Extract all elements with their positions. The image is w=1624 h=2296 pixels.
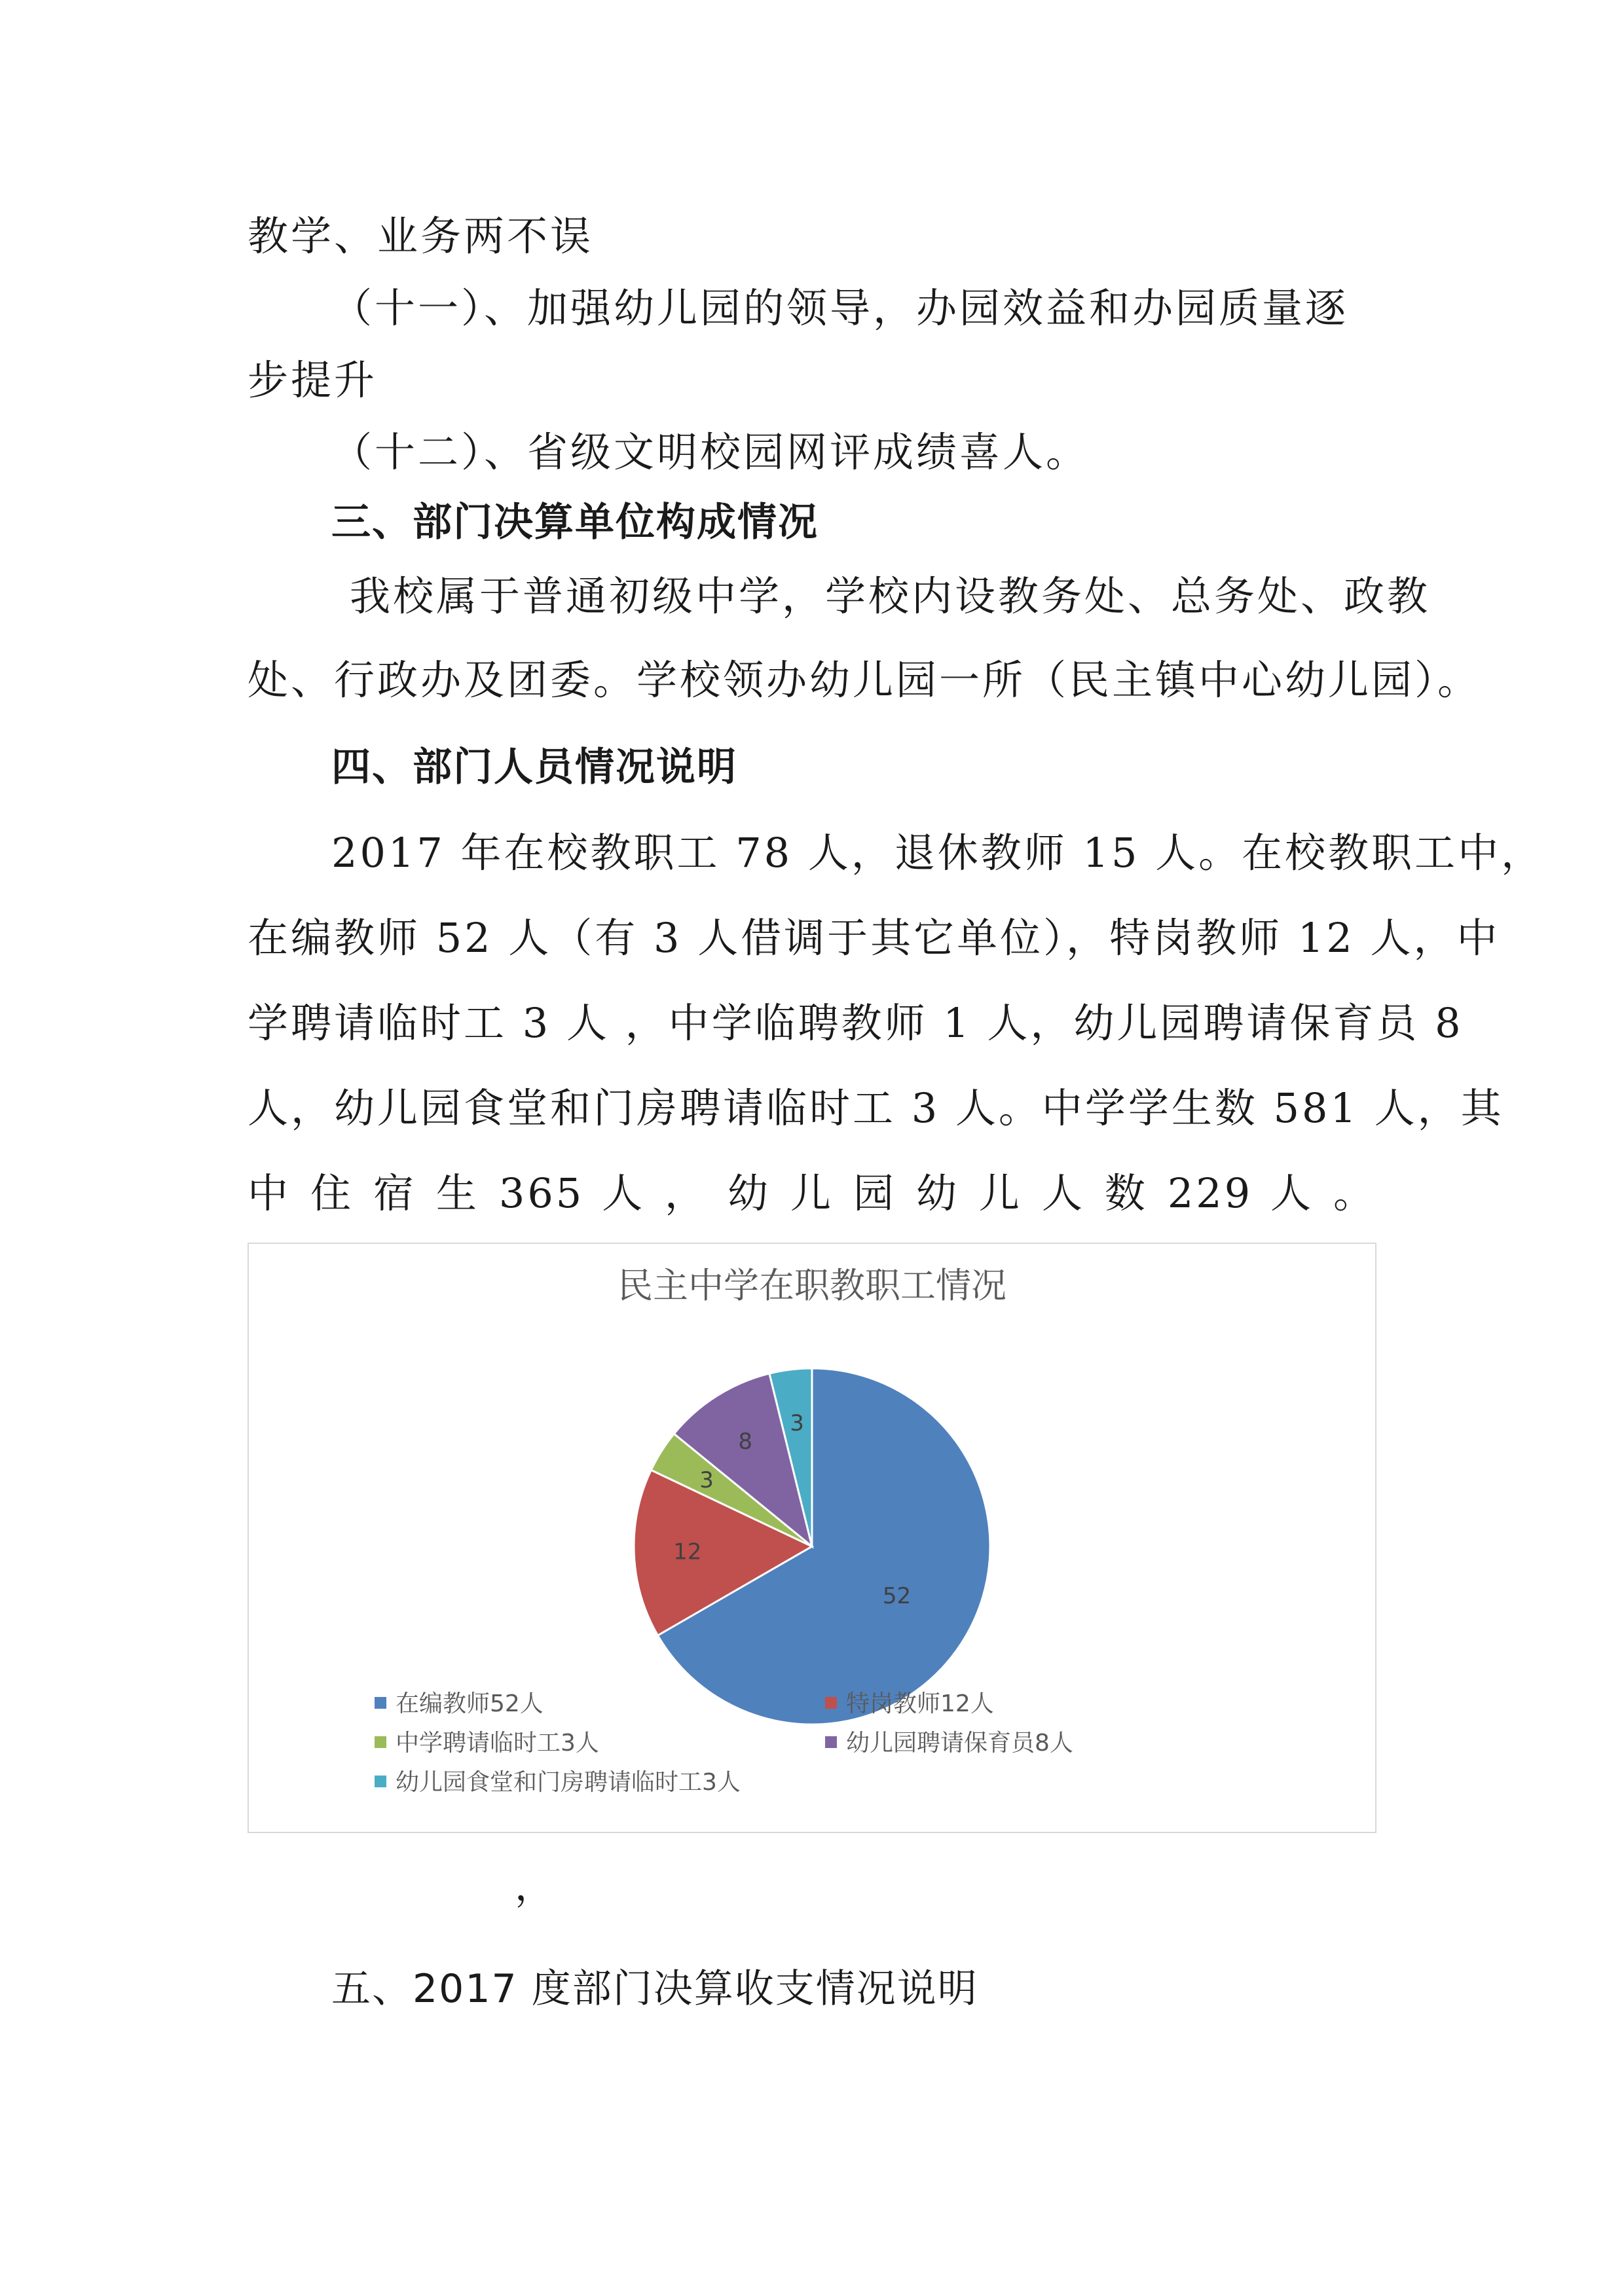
paragraph-line: 我校属于普通初级中学，学校内设教务处、总务处、政教: [350, 572, 1431, 620]
paragraph-line: （十二）、省级文明校园网评成绩喜人。: [331, 428, 1090, 476]
pie-chart: [248, 1243, 1376, 1833]
stray-comma: ，: [515, 1864, 554, 1910]
legend-label: 中学聘请临时工3人: [396, 1730, 599, 1757]
paragraph-line: 步提升: [248, 356, 378, 404]
paragraph-line: 人，幼儿园食堂和门房聘请临时工 3 人。中学学生数 581 人，其: [248, 1084, 1504, 1132]
legend-swatch: [375, 1736, 386, 1748]
pie-slice-label: 12: [673, 1539, 702, 1565]
pie-chart-svg: [249, 1244, 1375, 1832]
legend-swatch: [825, 1697, 837, 1709]
legend-swatch: [375, 1697, 386, 1709]
chart-legend: [375, 1690, 1073, 1796]
section-heading: 五、2017 度部门决算收支情况说明: [331, 1966, 978, 2012]
paragraph-line: 在编教师 52 人（有 3 人借调于其它单位），特岗教师 12 人，中: [248, 914, 1500, 962]
legend-label: 幼儿园食堂和门房聘请临时工3人: [396, 1769, 741, 1796]
pie-slice-label: 52: [882, 1582, 912, 1609]
section-heading: 三、部门决算单位构成情况: [331, 500, 819, 545]
legend-label: 幼儿园聘请保育员8人: [846, 1730, 1073, 1757]
legend-swatch: [825, 1736, 837, 1748]
pie-slice-label: 8: [738, 1429, 753, 1455]
paragraph-line: 学聘请临时工 3 人 ，中学临聘教师 1 人，幼儿园聘请保育员 8: [248, 999, 1464, 1047]
paragraph-line: 中 住 宿 生 365 人 ， 幼 儿 园 幼 儿 人 数 229 人 。: [248, 1169, 1376, 1217]
legend-label: 特岗教师12人: [846, 1690, 994, 1717]
paragraph-line: 教学、业务两不误: [248, 212, 594, 260]
legend-label: 在编教师52人: [396, 1690, 544, 1717]
pie-slice-label: 3: [699, 1467, 714, 1494]
legend-swatch: [375, 1776, 386, 1787]
chart-title: 民主中学在职教职工情况: [618, 1265, 1006, 1306]
pie-slice-label: 3: [790, 1410, 804, 1436]
section-heading: 四、部门人员情况说明: [331, 744, 737, 790]
paragraph-line: 2017 年在校教职工 78 人，退休教师 15 人。在校教职工中，: [331, 829, 1545, 877]
paragraph-line: （十一）、加强幼儿园的领导，办园效益和办园质量逐: [331, 284, 1349, 332]
paragraph-line: 处、行政办及团委。学校领办幼儿园一所（民主镇中心幼儿园）。: [248, 656, 1481, 704]
